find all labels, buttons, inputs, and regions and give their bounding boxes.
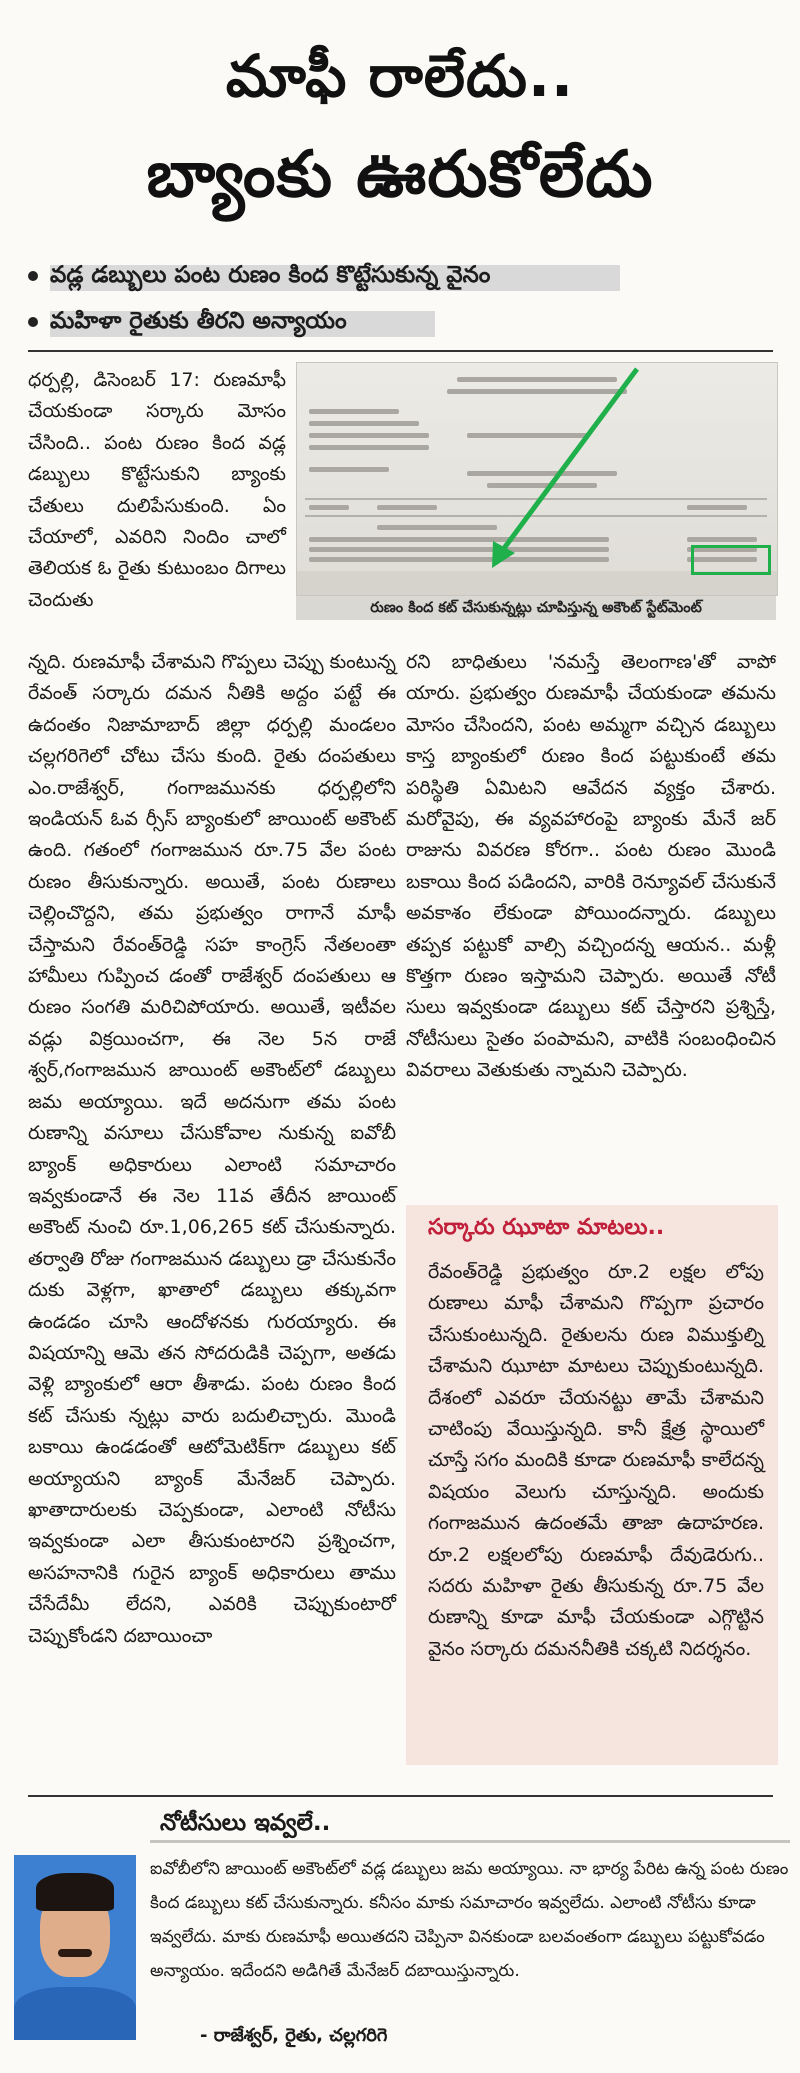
subheading-2	[28, 308, 347, 340]
divider	[28, 1795, 773, 1797]
article-lead-text: ధర్పల్లి, డిసెంబర్ 17: రుణమాఫీ చేయకుండా సర్కారు మోసం చేసింది.. పంట రుణం కింద వడ్ల డబ్బులు కొట్టేసుకుని బ్యాంకు చేతులు దులిపేసుకుంది. ఏం చేయాలో, ఎవరిని నిందిం చాలో తెలియక ఓ రైతు కుటుంబం దిగాలు చెందుతు	[28, 369, 286, 611]
article-column-1-text: న్నది. రుణమాఫీ చేశామని గొప్పలు చెప్పు కుంటున్న రేవంత్ సర్కారు దమన నీతికి అద్దం పట్టే ఈ ఉదంతం నిజామాబాద్ జిల్లా ధర్పల్లి మండలం చల్లగరిగెలో చోటు చేసు కుంది. రైతు దంపతులు ఎం.రాజేశ్వర్, గంగాజమునకు ధర్పల్లిలోని ఇండియన్ ఓవ ర్సీస్ బ్యాంకులో జాయింట్ అకౌంట్ ఉంది. గతంలో గంగాజమున రూ.75 వేల పంట రుణం తీసుకున్నారు. అయితే, పంట రుణాలు చెల్లించొద్దని, తమ ప్రభుత్వం రాగానే మాఫీ చేస్తామని రేవంత్‌రెడ్డి సహ కాంగ్రెస్ నేతలంతా హామీలు గుప్పించ డంతో రాజేశ్వర్ దంపతులు ఆ రుణం సంగతి మరిచిపోయారు. అయితే, ఇటీవల వడ్లు విక్రయించగా, ఈ నెల 5న రాజే శ్వర్,గంగాజమున జాయింట్ అకౌంట్‌లో డబ్బులు జమ అయ్యాయి. ఇదే అదనుగా తమ పంట రుణాన్ని వసూలు చేసుకోవాల నుకున్న ఐవోబీ బ్యాంక్ అధికారులు ఎలాంటి సమాచారం ఇవ్వకుండానే ఈ నెల 11వ తేదీన జాయింట్ అకౌంట్ నుంచి రూ.1,06,265 కట్ చేసుకున్నారు. తర్వాతి రోజు గంగాజమున డబ్బులు డ్రా చేసుకునేం దుకు వెళ్లగా, ఖాతాలో డబ్బులు తక్కువగా ఉండడం చూసి ఆందోళనకు గురయ్యారు. ఈ విషయాన్ని ఆమె తన సోదరుడికి చెప్పగా, అతడు వెళ్లి బ్యాంకులో ఆరా తీశాడు. పంట రుణం కింద కట్ చేసుకు న్నట్లు వారు బదులిచ్చారు. మొండి బకాయి ఉండడంతో ఆటోమెటిక్‌గా డబ్బులు కట్ అయ్యాయని బ్యాంక్ మేనేజర్ చెప్పారు. ఖాతాదారులకు చెప్పకుండా, ఎలాంటి నోటీసు ఇవ్వకుండా ఎలా తీసుకుంటారని ప్రశ్నించగా, అసహనానికి గురైన బ్యాంక్ అధికారులు తాము చేసేదేమీ లేదని, ఎవరికి చెప్పుకుంటారో చెప్పుకోండని దబాయించా	[28, 651, 396, 1647]
subheading-1-text: వడ్ల డబ్బులు పంట రుణం కింద కొట్టేసుకున్న వైనం	[50, 262, 491, 288]
headline-line-2: బ్యాంకు ఊరుకోలేదు	[146, 138, 654, 212]
sidebar-title: సర్కారు ఝూటా మాటలు..	[428, 1215, 665, 1240]
headline-line-1: మాఫీ రాలేదు..	[225, 42, 575, 110]
farmer-portrait-photo	[14, 1855, 136, 2040]
article-lead	[28, 365, 286, 616]
bullet-icon	[28, 317, 38, 327]
bullet-icon	[28, 271, 38, 281]
quote-title: నోటీసులు ఇవ్వలే..	[160, 1810, 331, 1836]
quote-signature: - రాజేశ్వర్, రైతు, చల్లగరిగె	[200, 2025, 388, 2046]
bank-statement-photo	[296, 362, 778, 596]
subheading-2-text: మహిళా రైతుకు తీరని అన్యాయం	[50, 308, 347, 334]
photo-caption: రుణం కింద కట్ చేసుకున్నట్లు చూపిస్తున్న అకౌంట్ స్టేట్‌మెంట్	[296, 596, 776, 620]
article-column-2-text: రని బాధితులు 'నమస్తే తెలంగాణ'తో వాపో యారు. ప్రభుత్వం రుణమాఫీ చేయకుండా తమను మోసం చేసిందని, పంట అమ్మగా వచ్చిన డబ్బులు కాస్త బ్యాంకులో రుణం కింద పట్టుకుంటే తమ పరిస్థితి ఏమిటని ఆవేదన వ్యక్తం చేశారు. మరోవైపు, ఈ వ్యవహారంపై బ్యాంకు మేనే జర్ రాజును వివరణ కోరగా.. పంట రుణం మొండి బకాయి కింద పడిందని, వారికి రెన్యూవల్ చేసుకునే అవకాశం లేకుండా పోయిందన్నారు. డబ్బులు తప్పక పట్టుకో వాల్సి వచ్చిందన్న ఆయన.. మళ్లీ కొత్తగా రుణం ఇస్తామని చెప్పారు. అయితే నోటీ సులు ఇవ్వకుండా డబ్బులు కట్ చేస్తారని ప్రశ్నిస్తే, నోటీసులు సైతం పంపామని, వాటికి సంబంధించిన వివరాలు వెతుకుతు న్నామని చెప్పారు.	[406, 651, 776, 1082]
divider	[28, 350, 773, 352]
sidebar-box	[406, 1205, 778, 1765]
highlight-box	[691, 545, 771, 575]
quote-underline	[150, 1840, 790, 1843]
sidebar-text: రేవంత్‌రెడ్డి ప్రభుత్వం రూ.2 లక్షల లోపు రుణాలు మాఫీ చేశామని గొప్పగా ప్రచారం చేసుకుంటున్నది. రైతులను రుణ విముక్తుల్ని చేశామని ఝూటా మాటలు చెప్పుకుంటున్నది. దేశంలో ఎవరూ చేయనట్టు తామే చేశామని చాటింపు వేయిస్తున్నది. కానీ క్షేత్ర స్థాయిలో చూస్తే సగం మందికి కూడా రుణమాఫీ కాలేదన్న విషయం వెలుగు చూస్తున్నది. అందుకు గంగాజమున ఉదంతమే తాజా ఉదాహరణ. రూ.2 లక్షలలోపు రుణమాఫీ దేవుడెరుగు.. సదరు మహిళా రైతు తీసుకున్న రూ.75 వేల రుణాన్ని కూడా మాఫీ చేయకుండా ఎగ్గొట్టిన వైనం సర్కారు దమననీతికి చక్కటి నిదర్శనం.	[428, 1261, 764, 1660]
article-column-1	[28, 647, 396, 1652]
quote-text: ఐవోబీలోని జాయింట్ అకౌంట్‌లో వడ్ల డబ్బులు జమ అయ్యాయి. నా భార్య పేరిట ఉన్న పంట రుణం కింద డబ్బులు కట్ చేసుకున్నారు. కనీసం మాకు సమాచారం ఇవ్వలేదు. ఎలాంటి నోటీసు కూడా ఇవ్వలేదు. మాకు రుణమాఫీ అయితదని చెప్పినా వినకుండా బలవంతంగా డబ్బులు పట్టుకోవడం అన్యాయం. ఇదేందని అడిగితే మేనేజర్ దబాయిస్తున్నారు.	[150, 1859, 789, 1981]
article-column-2	[406, 647, 776, 1087]
subheading-1	[28, 262, 490, 294]
